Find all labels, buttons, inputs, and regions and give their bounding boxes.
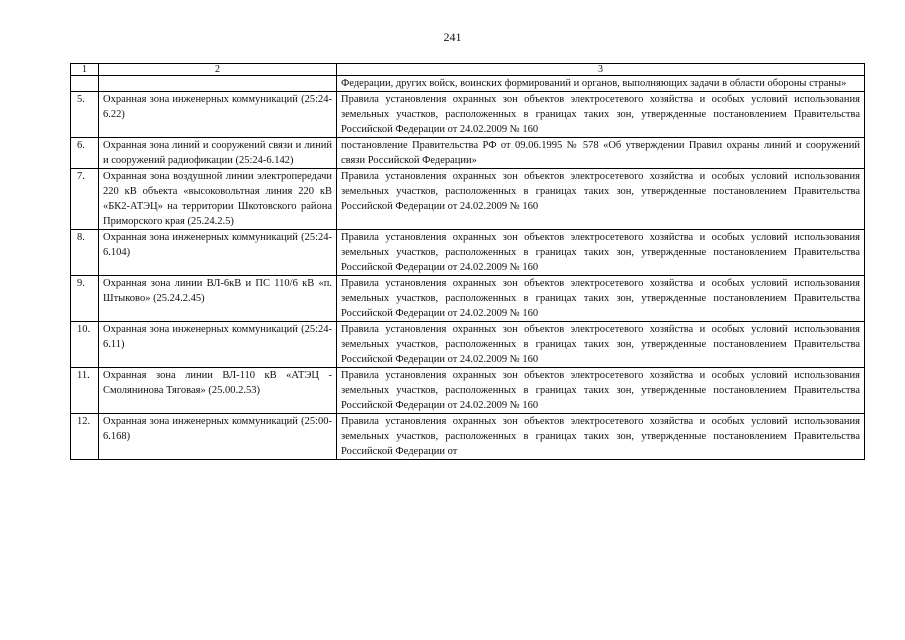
- row-number: 10.: [71, 322, 99, 368]
- row-number: 12.: [71, 414, 99, 460]
- table-row: [71, 414, 865, 460]
- row-number: 6.: [71, 138, 99, 169]
- row-number: 8.: [71, 230, 99, 276]
- regulation-text: постановление Правительства РФ от 09.06.1995 № 578 «Об утверждении Правил охраны линий и сооружений связи Российской Федерации»: [337, 138, 865, 169]
- table-row: [71, 276, 865, 322]
- table-cell-name: [99, 76, 337, 92]
- table-header-row: [71, 64, 865, 76]
- regulation-text: Правила установления охранных зон объектов электросетевого хозяйства и особых условий использования земельных участков, расположенных в границах таких зон, утвержденные постановлением Правительства Российской Федерации от 24.02.2009 № 160: [337, 92, 865, 138]
- table-cell-num: [71, 76, 99, 92]
- row-number: 11.: [71, 368, 99, 414]
- column-header: 3: [337, 64, 865, 76]
- zone-name: Охранная зона линии ВЛ-6кВ и ПС 110/6 кВ «п. Штыково» (25.24.2.45): [99, 276, 337, 322]
- zone-name: Охранная зона инженерных коммуникаций (25:24-6.11): [99, 322, 337, 368]
- table-row: [71, 322, 865, 368]
- table-row: [71, 230, 865, 276]
- zones-table: [70, 63, 865, 460]
- column-header: 2: [99, 64, 337, 76]
- row-number: 7.: [71, 169, 99, 230]
- zone-name: Охранная зона инженерных коммуникаций (25:00-6.168): [99, 414, 337, 460]
- regulation-text: Правила установления охранных зон объектов электросетевого хозяйства и особых условий использования земельных участков, расположенных в границах таких зон, утвержденные постановлением Правительства Российской Федерации от: [337, 414, 865, 460]
- row-number: 9.: [71, 276, 99, 322]
- regulation-text: Правила установления охранных зон объектов электросетевого хозяйства и особых условий использования земельных участков, расположенных в границах таких зон, утвержденные постановлением Правительства Российской Федерации от 24.02.2009 № 160: [337, 230, 865, 276]
- continuation-row: [71, 76, 865, 92]
- table-row: [71, 92, 865, 138]
- zone-name: Охранная зона инженерных коммуникаций (25:24-6.104): [99, 230, 337, 276]
- zone-name: Охранная зона линий и сооружений связи и линий и сооружений радиофикации (25:24-6.142): [99, 138, 337, 169]
- table-cell-doc: Федерации, других войск, воинских формирований и органов, выполняющих задачи в области обороны страны»: [337, 76, 865, 92]
- regulation-text: Правила установления охранных зон объектов электросетевого хозяйства и особых условий использования земельных участков, расположенных в границах таких зон, утвержденные постановлением Правительства Российской Федерации от 24.02.2009 № 160: [337, 368, 865, 414]
- page-number: 241: [443, 30, 462, 44]
- table-row: [71, 368, 865, 414]
- zone-name: Охранная зона воздушной линии электропередачи 220 кВ объекта «высоковольтная линия 220 кВ «БК2-АТЭЦ» на территории Шкотовского района Приморского края (25.24.2.5): [99, 169, 337, 230]
- table-row: [71, 169, 865, 230]
- zone-name: Охранная зона линии ВЛ-110 кВ «АТЭЦ - Смолянинова Тяговая» (25.00.2.53): [99, 368, 337, 414]
- regulation-text: Правила установления охранных зон объектов электросетевого хозяйства и особых условий использования земельных участков, расположенных в границах таких зон, утвержденные постановлением Правительства Российской Федерации от 24.02.2009 № 160: [337, 322, 865, 368]
- row-number: 5.: [71, 92, 99, 138]
- table-row: [71, 138, 865, 169]
- zone-name: Охранная зона инженерных коммуникаций (25:24-6.22): [99, 92, 337, 138]
- regulation-text: Правила установления охранных зон объектов электросетевого хозяйства и особых условий использования земельных участков, расположенных в границах таких зон, утвержденные постановлением Правительства Российской Федерации от 24.02.2009 № 160: [337, 276, 865, 322]
- column-header: 1: [71, 64, 99, 76]
- regulation-text: Правила установления охранных зон объектов электросетевого хозяйства и особых условий использования земельных участков, расположенных в границах таких зон, утвержденные постановлением Правительства Российской Федерации от 24.02.2009 № 160: [337, 169, 865, 230]
